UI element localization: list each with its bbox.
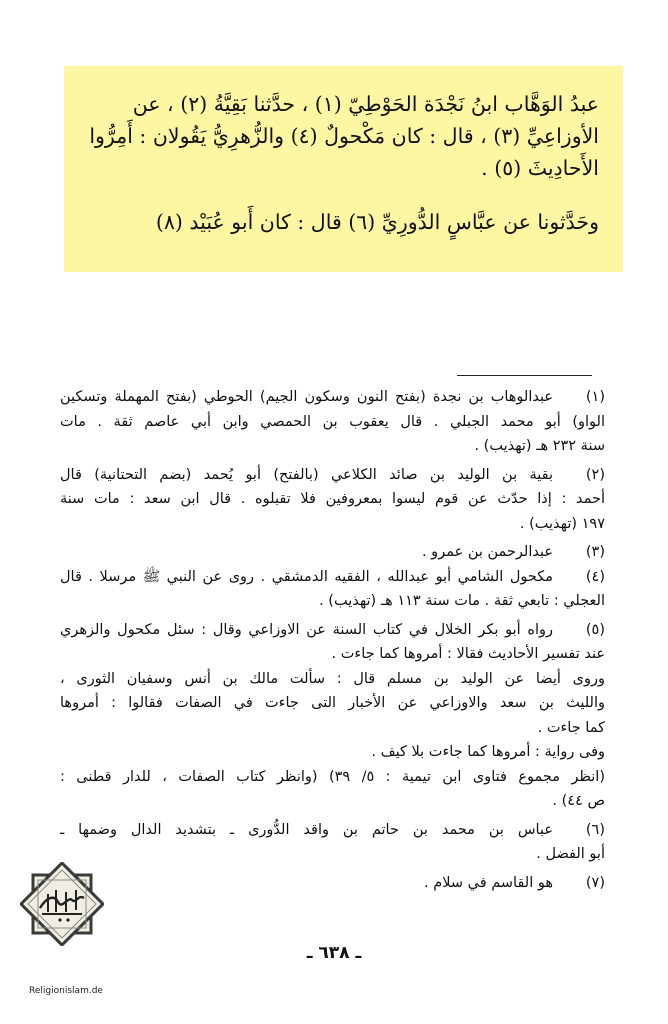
footnote-line: (انظر مجموع فتاوى ابن تيمية : ٥/ ٣٩) (وانظر كتاب الصفات ، للدار قطنى : [60, 768, 605, 785]
footnote-line: ص ٤٤) . [552, 793, 605, 809]
footnote-line: كما جاءت . [537, 719, 605, 736]
footnote-line: هو القاسم في سلام . [424, 874, 553, 891]
footnote-number: (٧) [585, 874, 605, 891]
footnote-line: عبدالوهاب بن نجدة (بفتح النون وسكون الجيم) الحوطي (بفتح المهملة وتسكين [60, 389, 553, 405]
footnote-number: (٥) [585, 621, 605, 638]
footnote-number: (٣) [585, 544, 605, 560]
footnote-line: العجلي : تابعي ثقة . مات سنة ١١٣ هـ (تهذيب) . [319, 593, 605, 609]
footnote-2 [60, 463, 605, 537]
footnote-line: رواه أبو بكر الخلال في كتاب السنة عن الاوزاعي وقال : سئل مكحول والزهري [60, 621, 553, 638]
footnote-number: (٢) [585, 466, 605, 483]
footnote-line: والليث بن سعد والاوزاعي عن الأخبار التى جاءت في الصفات فقالوا : أمروها [60, 695, 605, 711]
footnote-line: عباس بن محمد بن حاتم بن واقد الدُّورى ـ بتشديد الدال وضمها ـ [60, 821, 553, 838]
footnote-1 [60, 385, 605, 459]
footnote-7 [60, 871, 605, 896]
logo-emblem-icon [20, 862, 104, 946]
footnote-line: مكحول الشامي أبو عبدالله ، الفقيه الدمشقي . روى عن النبي ﷺ مرسلا . قال [60, 568, 553, 585]
footnote-line: أبو الفضل . [536, 846, 605, 862]
footnote-number: (٦) [585, 821, 605, 838]
footnote-line: وروى أيضا عن الوليد بن مسلم قال : سألت مالك بن أنس وسفيان الثورى ، [60, 670, 605, 687]
main-text-line: الأَحادِيثَ (٥) . [481, 156, 599, 180]
footnote-line: الواو) أبو محمد الجبلي . قال يعقوب بن الحمصي وابن أبي عاصم ثقة . مات [60, 413, 605, 430]
footnote-line: وفى رواية : أمروها كما جاءت بلا كيف . [371, 744, 605, 760]
religionislam-logo [20, 862, 104, 946]
footnote-6 [60, 818, 605, 867]
main-text-line: الأوزاعِيِّ (٣) ، قال : كان مَكْحولٌ (٤) والزُّهرِيُّ يَقُولان : أَمِرُّوا [89, 124, 599, 148]
footnote-line: بقية بن الوليد بن صائد الكلاعي (بالفتح) أبو يُحمد (بضم التحتانية) قال [60, 466, 553, 483]
footnote-line: سنة ٢٣٢ هـ (تهذيب) . [474, 438, 605, 454]
page-number: ـ ٦٣٨ ـ [306, 943, 362, 963]
footnote-5 [60, 618, 605, 814]
main-text-line: عبدُ الوَهَّاب ابنُ نَجْدَة الحَوْطِيّ (١) ، حدَّثنا بَقِيَّةُ (٢) ، عن [132, 92, 599, 116]
logo-caption: Religionislam.de [29, 986, 103, 996]
footnote-line: أحمد : إذا حدّث عن قوم ليسوا بمعروفين فلا تقبلوه . قال ابن سعد : مات سنة [60, 491, 605, 507]
highlighted-passage [64, 66, 623, 272]
footnote-line: عند تفسير الأحاديث فقالا : أمروها كما جاءت . [331, 646, 605, 662]
footnote-4 [60, 565, 605, 614]
footnote-line: عبدالرحمن بن عمرو . [421, 544, 553, 560]
footnote-3 [60, 540, 605, 565]
footnote-line: ١٩٧ (تهذيب) . [519, 515, 605, 532]
footnote-separator [457, 375, 592, 376]
footnotes [60, 385, 605, 895]
footnote-number: (١) [585, 389, 605, 405]
footnote-number: (٤) [585, 568, 605, 585]
main-text-line: وحَدَّثونا عن عبَّاسٍ الدُّورِيِّ (٦) قال : كان أَبو عُبَيْد (٨) [155, 210, 599, 234]
